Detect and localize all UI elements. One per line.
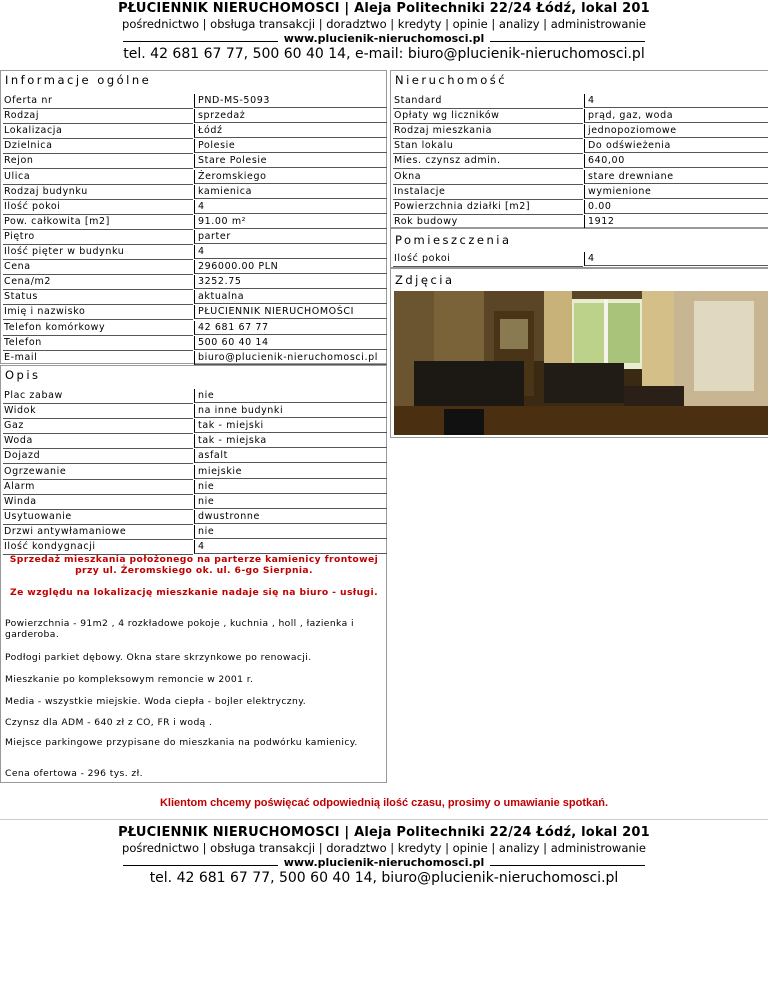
footer-contact: tel. 42 681 67 77, 500 60 40 14, biuro@plucienik-nieruchomosci.pl xyxy=(149,870,619,886)
row-value: aktualna xyxy=(194,290,387,304)
row-label: Ilość pięter w budynku xyxy=(3,245,193,260)
footer-website-link[interactable]: www.plucienik-nieruchomosci.pl xyxy=(283,856,485,869)
divider xyxy=(0,819,768,820)
row-value: 4 xyxy=(194,200,387,214)
row-value: 4 xyxy=(584,94,768,108)
description-highlight-office: Ze względu na lokalizację mieszkanie nadaje się na biuro - usługi. xyxy=(10,587,378,598)
divider xyxy=(123,857,278,866)
row-value: PŁUCIENNIK NIERUCHOMOŚCI xyxy=(194,305,387,319)
footer-title: PŁUCIENNIK NIERUCHOMOŚCI | Aleja Politechniki 22/24 Łódź, lokal 201 xyxy=(118,825,650,840)
row-value: Do odświeżenia xyxy=(584,139,768,153)
row-value: dwustronne xyxy=(194,510,387,524)
row-label: Piętro xyxy=(3,230,193,245)
property-title: Nieruchomość xyxy=(395,73,508,87)
row-label: Powierzchnia działki [m2] xyxy=(393,200,583,215)
row-label: Dojazd xyxy=(3,449,193,464)
row-label: Ilość kondygnacji xyxy=(3,540,193,555)
row-label: Ilość pokoi xyxy=(393,252,583,267)
row-value: Żeromskiego xyxy=(194,170,387,184)
row-label: Gaz xyxy=(3,419,193,434)
row-label: Alarm xyxy=(3,480,193,495)
description-paragraph: Media - wszystkie miejskie. Woda ciepła - bojler elektryczny. xyxy=(5,696,307,707)
header-title: PŁUCIENNIK NIERUCHOMOŚCI | Aleja Politechniki 22/24 Łódź, lokal 201 xyxy=(118,1,650,16)
row-label: Ogrzewanie xyxy=(3,465,193,480)
description-title: Opis xyxy=(5,368,41,382)
row-label: Stan lokalu xyxy=(393,139,583,154)
row-value: 42 681 67 77 xyxy=(194,321,387,335)
row-value: nie xyxy=(194,525,387,539)
row-label: Rodzaj mieszkania xyxy=(393,124,583,139)
general-info-panel xyxy=(0,70,387,364)
apartment-photo[interactable] xyxy=(394,291,768,435)
property-panel xyxy=(390,70,768,228)
description-paragraph: Cena ofertowa - 296 tys. zł. xyxy=(5,768,143,779)
footer-services: pośrednictwo | obsługa transakcji | doradztwo | kredyty | opinie | analizy | administrowanie xyxy=(122,841,646,855)
row-value: na inne budynki xyxy=(194,404,387,418)
row-label: Okna xyxy=(393,170,583,185)
row-value: Łódź xyxy=(194,124,387,138)
row-value: parter xyxy=(194,230,387,244)
row-value: 640,00 xyxy=(584,154,768,168)
row-value: biuro@plucienik-nieruchomosci.pl xyxy=(194,351,387,365)
row-label: Rodzaj xyxy=(3,109,193,124)
row-label: Lokalizacja xyxy=(3,124,193,139)
row-value: 4 xyxy=(194,245,387,259)
description-paragraph: Podłogi parkiet dębowy. Okna stare skrzynkowe po renowacji. xyxy=(5,652,312,663)
row-label: Opłaty wg liczników xyxy=(393,109,583,124)
row-value: 3252.75 xyxy=(194,275,387,289)
row-label: Usytuowanie xyxy=(3,510,193,525)
header-website-row xyxy=(0,32,768,45)
footer-website-row xyxy=(0,856,768,869)
row-label: Woda xyxy=(3,434,193,449)
row-label: Rejon xyxy=(3,154,193,169)
row-value: nie xyxy=(194,480,387,494)
description-paragraph: Mieszkanie po kompleksowym remoncie w 2001 r. xyxy=(5,674,254,685)
row-label: Imię i nazwisko xyxy=(3,305,193,320)
description-paragraph: Miejsce parkingowe przypisane do mieszkania na podwórku kamienicy. xyxy=(5,737,358,748)
row-value: PND-MS-5093 xyxy=(194,94,387,108)
description-paragraph: Czynsz dla ADM - 640 zł z CO, FR i wodą . xyxy=(5,717,213,728)
photos-title: Zdjęcia xyxy=(395,273,455,287)
row-value: tak - miejski xyxy=(194,419,387,433)
row-label: Rodzaj budynku xyxy=(3,185,193,200)
row-label: Standard xyxy=(393,94,583,109)
row-label: Cena xyxy=(3,260,193,275)
general-info-title: Informacje ogólne xyxy=(5,73,152,87)
row-value: nie xyxy=(194,495,387,509)
row-label: Winda xyxy=(3,495,193,510)
row-value: 0.00 xyxy=(584,200,768,214)
row-value: 91.00 m² xyxy=(194,215,387,229)
row-value: 500 60 40 14 xyxy=(194,336,387,350)
header-services: pośrednictwo | obsługa transakcji | doradztwo | kredyty | opinie | analizy | administrowanie xyxy=(122,17,646,31)
row-value: jednopoziomowe xyxy=(584,124,768,138)
row-value: 296000.00 PLN xyxy=(194,260,387,274)
rooms-title: Pomieszczenia xyxy=(395,233,512,247)
divider xyxy=(490,857,645,866)
description-highlight-location: Sprzedaż mieszkania położonego na parterze kamienicy frontowej przy ul. Żeromskiego ok. ul. 6-go Sierpnia. xyxy=(9,554,379,576)
row-value: Stare Polesie xyxy=(194,154,387,168)
row-label: E-mail xyxy=(3,351,193,366)
row-value: prąd, gaz, woda xyxy=(584,109,768,123)
divider xyxy=(490,33,645,42)
row-label: Rok budowy xyxy=(393,215,583,230)
row-label: Mies. czynsz admin. xyxy=(393,154,583,169)
row-value: wymienione xyxy=(584,185,768,199)
appointment-notice: Klientom chcemy poświęcać odpowiednią ilość czasu, prosimy o umawianie spotkań. xyxy=(159,797,609,809)
rooms-panel xyxy=(390,228,768,268)
description-paragraph: Powierzchnia - 91m2 , 4 rozkładowe pokoje , kuchnia , holl , łazienka i garderoba. xyxy=(5,618,354,640)
row-value: tak - miejska xyxy=(194,434,387,448)
row-label: Telefon komórkowy xyxy=(3,321,193,336)
row-value: kamienica xyxy=(194,185,387,199)
row-value: nie xyxy=(194,389,387,403)
row-value: 1912 xyxy=(584,215,768,229)
divider xyxy=(123,33,278,42)
row-label: Plac zabaw xyxy=(3,389,193,404)
header-contact: tel. 42 681 67 77, 500 60 40 14, e-mail: biuro@plucienik-nieruchomosci.pl xyxy=(123,46,645,62)
row-label: Dzielnica xyxy=(3,139,193,154)
row-label: Pow. całkowita [m2] xyxy=(3,215,193,230)
row-label: Oferta nr xyxy=(3,94,193,109)
row-label: Telefon xyxy=(3,336,193,351)
row-value: Polesie xyxy=(194,139,387,153)
row-value: asfalt xyxy=(194,449,387,463)
row-label: Ulica xyxy=(3,170,193,185)
row-label: Cena/m2 xyxy=(3,275,193,290)
row-label: Widok xyxy=(3,404,193,419)
row-label: Ilość pokoi xyxy=(3,200,193,215)
row-value: sprzedaż xyxy=(194,109,387,123)
row-value: 4 xyxy=(194,540,387,554)
header-website-link[interactable]: www.plucienik-nieruchomosci.pl xyxy=(283,32,485,45)
row-value: stare drewniane xyxy=(584,170,768,184)
row-value: miejskie xyxy=(194,465,387,479)
row-value: 4 xyxy=(584,252,768,266)
row-label: Instalacje xyxy=(393,185,583,200)
description-panel xyxy=(0,365,387,783)
row-label: Status xyxy=(3,290,193,305)
row-label: Drzwi antywłamaniowe xyxy=(3,525,193,540)
